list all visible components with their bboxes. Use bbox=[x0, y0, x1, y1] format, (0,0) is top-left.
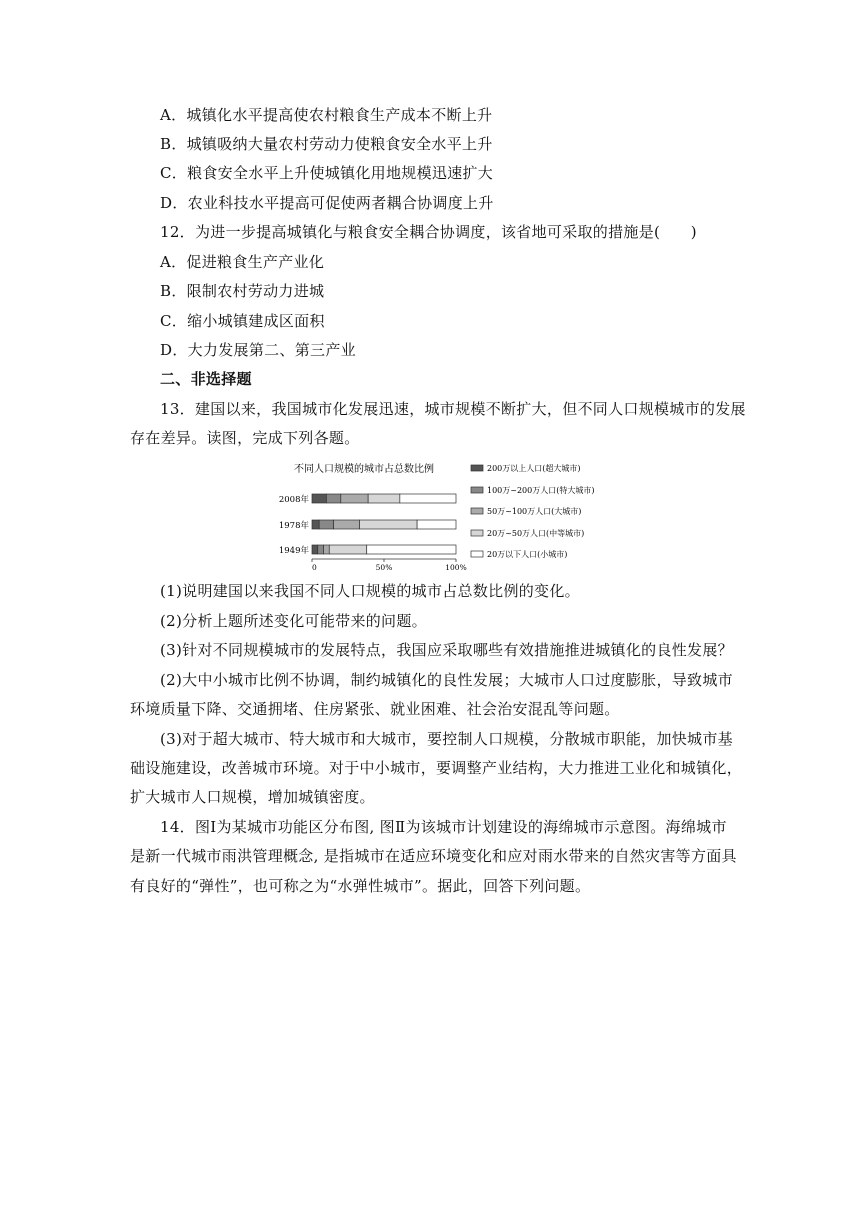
q14-line1: 14．图Ⅰ为某城市功能区分布图, 图Ⅱ为该城市计划建设的海绵城市示意图。海绵城市 bbox=[160, 818, 727, 836]
bar-segment bbox=[319, 520, 333, 529]
legend-swatch bbox=[471, 465, 483, 471]
section-title: 二、非选择题 bbox=[160, 370, 252, 388]
bar-segment bbox=[312, 520, 319, 529]
q13-answer3-line2: 础设施建设，改善城市环境。对于中小城市，要调整产业结构，大力推进工业化和城镇化， bbox=[130, 759, 743, 777]
q12-option-d: D．大力发展第二、第三产业 bbox=[160, 341, 356, 359]
category-label: 2008年 bbox=[278, 495, 309, 505]
legend-label: 200万以上人口(超大城市) bbox=[487, 464, 581, 473]
legend-swatch bbox=[471, 487, 483, 493]
category-label: 1978年 bbox=[278, 521, 309, 531]
q12-option-c: C．缩小城镇建成区面积 bbox=[160, 312, 325, 330]
q13-stem-line2: 存在差异。读图，完成下列各题。 bbox=[130, 429, 360, 447]
q13-sub1: (1)说明建国以来我国不同人口规模的城市占总数比例的变化。 bbox=[160, 582, 580, 600]
q14-line3: 有良好的“弹性”，也可称之为“水弹性城市”。据此，回答下列问题。 bbox=[130, 877, 591, 895]
q11-option-d: D．农业科技水平提高可促使两者耦合协调度上升 bbox=[160, 194, 494, 212]
q13-stem-line1: 13．建国以来，我国城市化发展迅速，城市规模不断扩大，但不同人口规模城市的发展 bbox=[160, 400, 746, 418]
bar-segment bbox=[318, 545, 324, 554]
q11-option-c: C．粮食安全水平上升使城镇化用地规模迅速扩大 bbox=[160, 164, 494, 182]
bar-segment bbox=[400, 494, 456, 503]
bar-segment bbox=[312, 545, 318, 554]
legend-label: 50万~100万人口(大城市) bbox=[487, 507, 582, 516]
bar-segment bbox=[324, 545, 330, 554]
bar-segment bbox=[417, 520, 456, 529]
x-tick-label: 100% bbox=[445, 563, 467, 572]
bar-segment bbox=[334, 520, 360, 529]
q12-option-b: B．限制农村劳动力进城 bbox=[160, 282, 325, 300]
bar-segment bbox=[329, 545, 366, 554]
q13-sub3: (3)针对不同规模城市的发展特点，我国应采取哪些有效措施推进城镇化的良性发展？ bbox=[160, 641, 733, 659]
q13-answer3-line3: 扩大城市人口规模，增加城镇密度。 bbox=[130, 788, 375, 806]
q12-option-a: A．促进粮食生产产业化 bbox=[160, 253, 325, 271]
bar-segment bbox=[326, 494, 340, 503]
legend-label: 20万以下人口(小城市) bbox=[487, 550, 568, 559]
bar-segment bbox=[368, 494, 400, 503]
legend-label: 20万~50万人口(中等城市) bbox=[487, 529, 585, 538]
legend-swatch bbox=[471, 530, 483, 536]
stacked-bar-chart bbox=[272, 458, 624, 573]
x-tick-label: 0 bbox=[312, 563, 317, 572]
q13-sub2: (2)分析上题所述变化可能带来的问题。 bbox=[160, 612, 427, 630]
legend-swatch bbox=[471, 508, 483, 514]
legend-swatch bbox=[471, 551, 483, 557]
q12-stem: 12．为进一步提高城镇化与粮食安全耦合协调度，该省地可采取的措施是( ) bbox=[160, 223, 697, 241]
bar-segment bbox=[312, 494, 326, 503]
bar-segment bbox=[341, 494, 368, 503]
city-size-chart bbox=[272, 458, 624, 573]
chart-title: 不同人口规模的城市占总数比例 bbox=[294, 464, 434, 475]
bar-segment bbox=[360, 520, 418, 529]
q11-option-b: B．城镇吸纳大量农村劳动力使粮食安全水平上升 bbox=[160, 135, 493, 153]
q13-answer2-line1: (2)大中小城市比例不协调，制约城镇化的良性发展；大城市人口过度膨胀，导致城市 bbox=[160, 671, 733, 689]
category-label: 1949年 bbox=[278, 546, 309, 556]
q13-answer3-line1: (3)对于超大城市、特大城市和大城市，要控制人口规模，分散城市职能，加快城市基 bbox=[160, 730, 733, 748]
q11-option-a: A．城镇化水平提高使农村粮食生产成本不断上升 bbox=[160, 106, 493, 124]
bar-segment bbox=[367, 545, 456, 554]
q14-line2: 是新一代城市雨洪管理概念, 是指城市在适应环境变化和应对雨水带来的自然灾害等方面具 bbox=[130, 847, 737, 865]
legend-label: 100万~200万人口(特大城市) bbox=[487, 486, 595, 495]
q13-answer2-line2: 环境质量下降、交通拥堵、住房紧张、就业困难、社会治安混乱等问题。 bbox=[130, 700, 620, 718]
x-tick-label: 50% bbox=[375, 563, 393, 572]
